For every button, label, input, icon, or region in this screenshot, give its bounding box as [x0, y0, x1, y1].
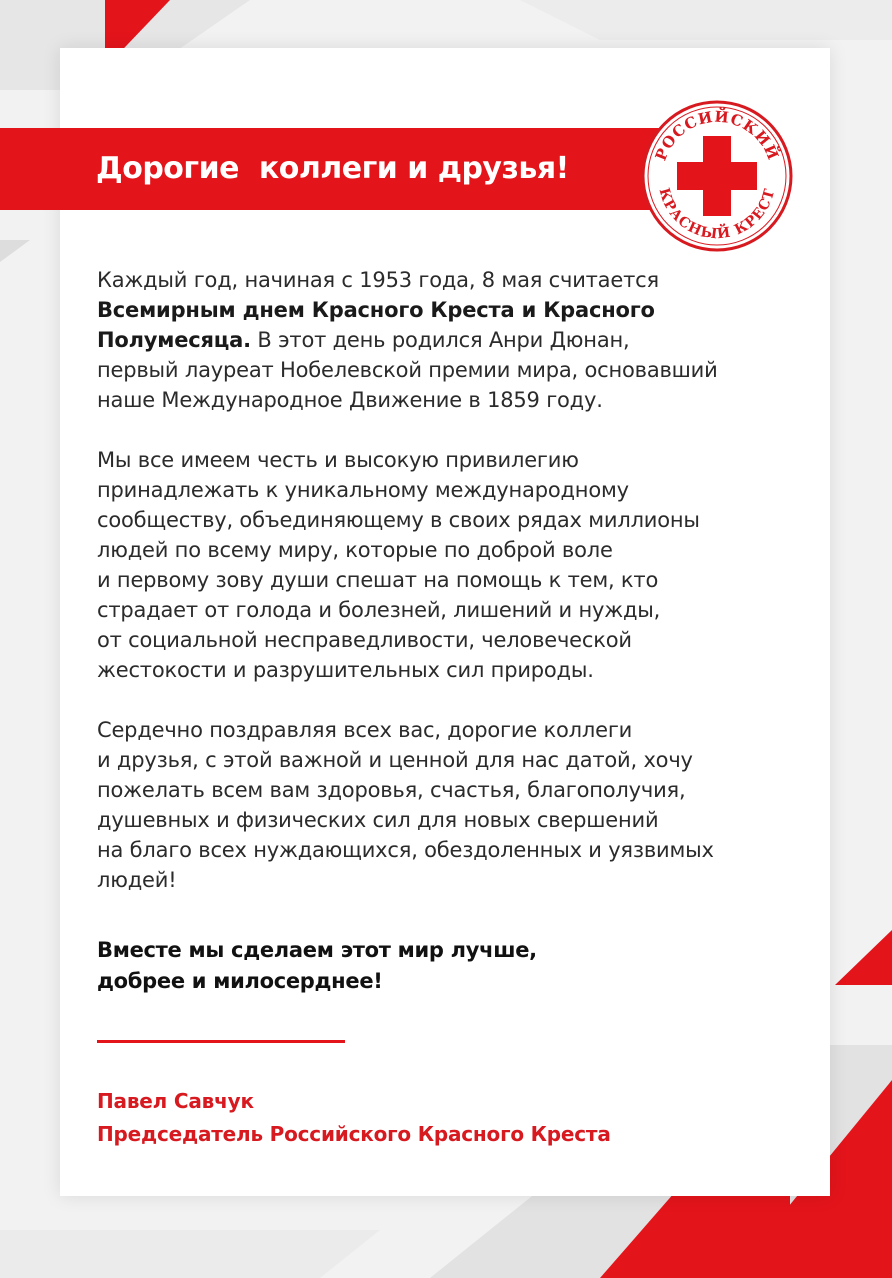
text-fragment: В этот день родился Анри Дюнан,	[250, 328, 630, 352]
closing-line: Вместе мы сделаем этот мир лучше,	[97, 938, 537, 962]
text-line: жестокости и разрушительных сил природы.	[97, 658, 594, 682]
text-line: сообществу, объединяющему в своих рядах миллионы	[97, 508, 700, 532]
text-line: и друзья, с этой важной и ценной для нас датой, хочу	[97, 748, 693, 772]
red-cross-emblem	[637, 96, 797, 256]
closing-line: добрее и милосерднее!	[97, 969, 383, 993]
text-line: и первому зову души спешат на помощь к тем, кто	[97, 568, 659, 592]
page-title: Дорогие коллеги и друзья!	[96, 151, 569, 186]
text-line: душевных и физических сил для новых свершений	[97, 808, 659, 832]
bg-shape-bottom-left-gray	[0, 1230, 380, 1278]
signature-divider	[97, 1040, 345, 1043]
emblem-text-bottom: КРАСНЫЙ КРЕСТ	[655, 186, 779, 243]
text-line: Мы все имеем честь и высокую привилегию	[97, 448, 579, 472]
letter-body	[97, 265, 837, 925]
bg-shape-top-right-gray	[520, 0, 892, 40]
text-line: от социальной несправедливости, человеческой	[97, 628, 632, 652]
bg-shape-left-gray	[0, 240, 30, 262]
text-line: людей!	[97, 868, 177, 892]
text-line: Сердечно поздравляя всех вас, дорогие коллеги	[97, 718, 633, 742]
text-line	[97, 325, 837, 355]
paragraph-1	[97, 265, 837, 415]
text-line: принадлежать к уникальному международному	[97, 478, 629, 502]
text-line: на благо всех нуждающихся, обездоленных и уязвимых	[97, 838, 714, 862]
signature-position: Председатель Российского Красного Креста	[97, 1122, 611, 1146]
closing-statement	[97, 935, 537, 997]
text-line-bold: Всемирным днем Красного Креста и Красного	[97, 298, 655, 322]
signature-block	[97, 1085, 611, 1151]
text-line: пожелать всем вам здоровья, счастья, благополучия,	[97, 778, 686, 802]
text-line: первый лауреат Нобелевской премии мира, основавший	[97, 358, 718, 382]
signature-name: Павел Савчук	[97, 1089, 254, 1113]
emblem-text-top: РОССИЙСКИЙ	[651, 107, 783, 164]
paragraph-2	[97, 445, 837, 685]
bg-shape-right-red-small	[835, 930, 892, 985]
text-line: людей по всему миру, которые по доброй воле	[97, 538, 613, 562]
paragraph-3	[97, 715, 837, 895]
text-line: страдает от голода и болезней, лишений и нужды,	[97, 598, 661, 622]
text-line: Каждый год, начиная с 1953 года, 8 мая считается	[97, 268, 659, 292]
text-bold-fragment: Полумесяца.	[97, 328, 251, 352]
text-line: наше Международное Движение в 1859 году.	[97, 388, 603, 412]
